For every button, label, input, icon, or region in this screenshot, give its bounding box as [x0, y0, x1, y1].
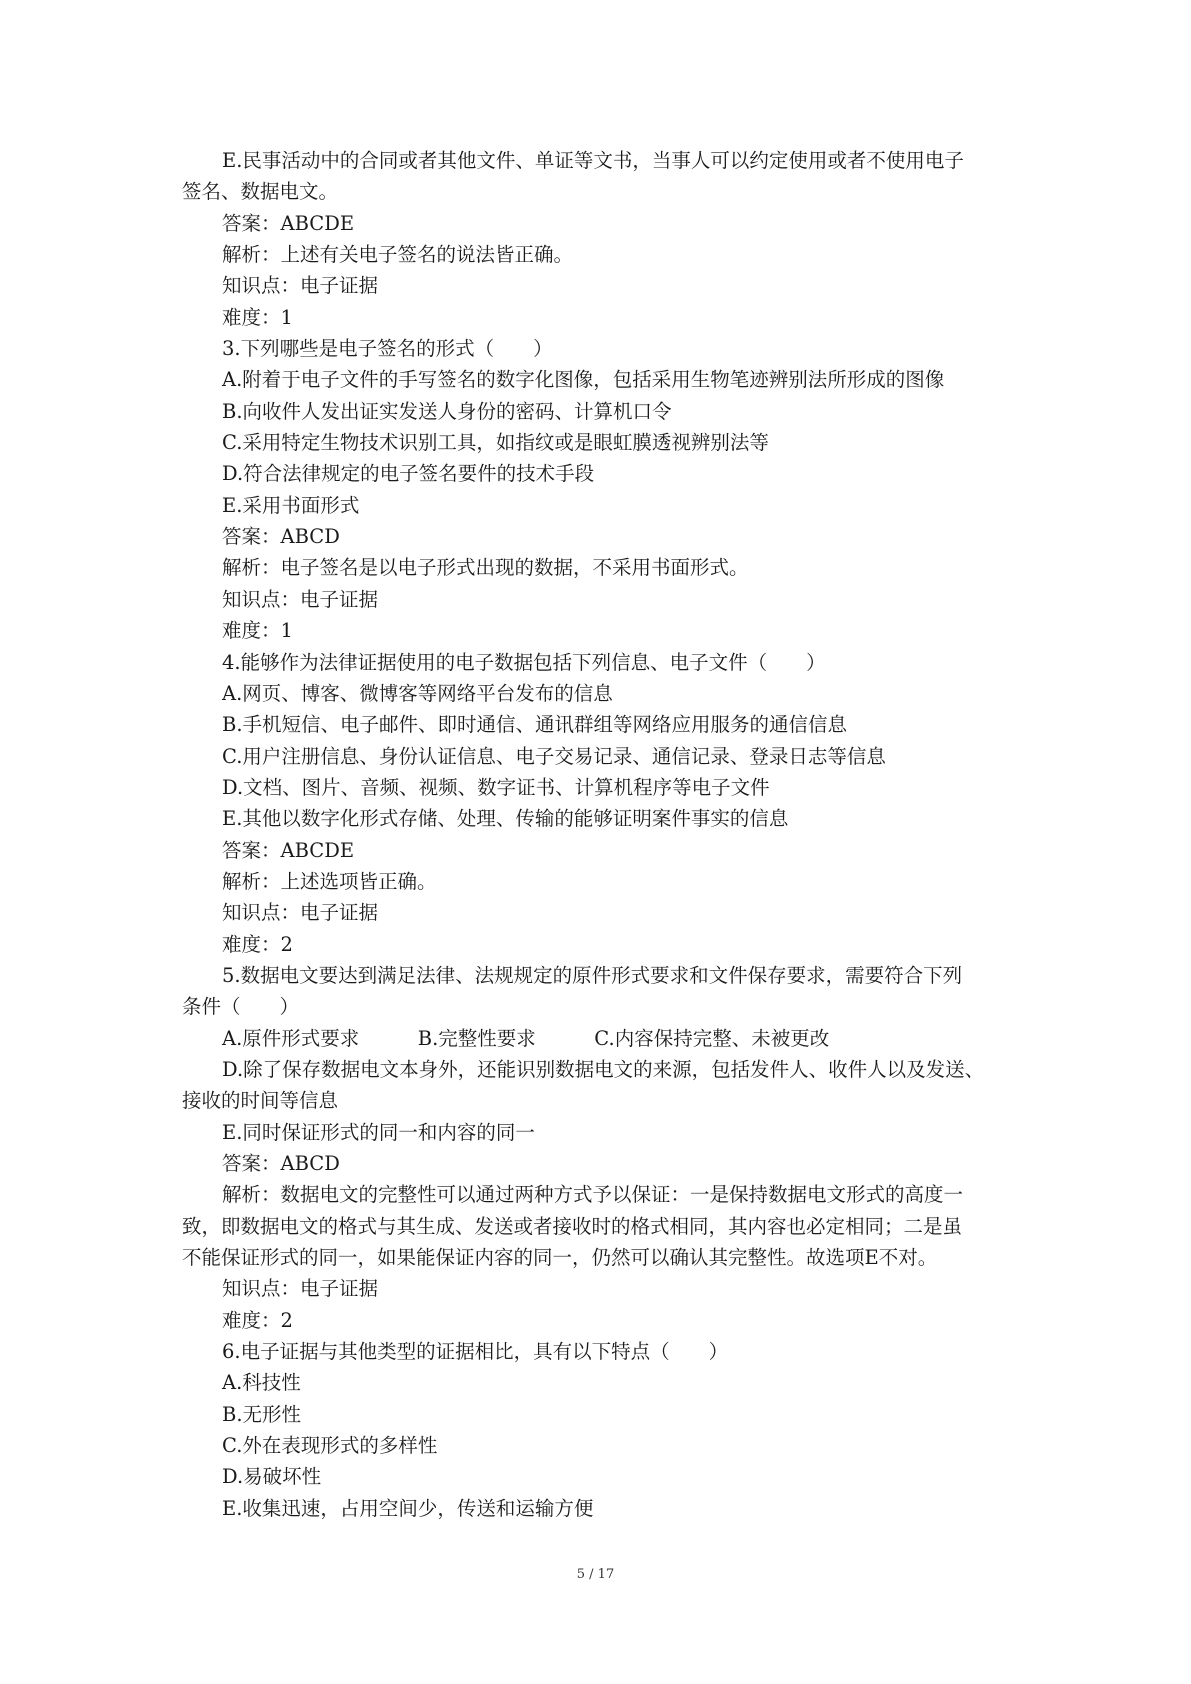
text-line: D.文档、图片、音频、视频、数字证书、计算机程序等电子文件	[222, 775, 770, 799]
text-line: 难度：2	[222, 1308, 293, 1332]
text-line: 解析：电子签名是以电子形式出现的数据，不采用书面形式。	[222, 556, 749, 580]
text-line: 致，即数据电文的格式与其生成、发送或者接收时的格式相同，其内容也必定相同；二是虽	[182, 1214, 963, 1238]
text-line: 难度：2	[222, 932, 293, 956]
text-line: 知识点：电子证据	[222, 901, 379, 925]
text-line: 答案：ABCD	[222, 1152, 340, 1175]
text-line: E.收集迅速，占用空间少，传送和运输方便	[222, 1496, 594, 1520]
text-line: 解析：上述有关电子签名的说法皆正确。	[222, 243, 574, 267]
text-line: 解析：上述选项皆正确。	[222, 869, 437, 893]
text-line: 3.下列哪些是电子签名的形式（ ）	[222, 337, 553, 361]
text-line: E.民事活动中的合同或者其他文件、单证等文书，当事人可以约定使用或者不使用电子	[222, 149, 964, 172]
text-line: E.其他以数字化形式存储、处理、传输的能够证明案件事实的信息	[222, 807, 789, 831]
text-line: 答案：ABCD	[222, 525, 340, 549]
text-line: 接收的时间等信息	[182, 1089, 339, 1113]
text-line: 答案：ABCDE	[222, 838, 355, 862]
text-line: 知识点：电子证据	[222, 587, 379, 611]
text-line: 5.数据电文要达到满足法律、法规规定的原件形式要求和文件保存要求，需要符合下列	[222, 963, 963, 987]
text-line: E.同时保证形式的同一和内容的同一	[222, 1120, 535, 1144]
text-line: A.附着于电子文件的手写签名的数字化图像，包括采用生物笔迹辨别法所形成的图像	[222, 368, 945, 392]
text-line: 签名、数据电文。	[182, 180, 339, 204]
text-line: 不能保证形式的同一，如果能保证内容的同一，仍然可以确认其完整性。故选项E不对。	[182, 1246, 938, 1270]
text-line: 条件（ ）	[182, 995, 300, 1019]
page-body	[182, 145, 1018, 1524]
text-line: A.网页、博客、微博客等网络平台发布的信息	[222, 681, 613, 705]
text-line: D.符合法律规定的电子签名要件的技术手段	[222, 462, 595, 486]
text-line: B.无形性	[222, 1402, 302, 1426]
text-line: 难度：1	[222, 619, 293, 643]
text-line: C.外在表现形式的多样性	[222, 1434, 438, 1458]
page-number: 5 / 17	[576, 1567, 615, 1582]
text-line: 知识点：电子证据	[222, 274, 379, 298]
text-line: 知识点：电子证据	[222, 1277, 379, 1301]
text-line: D.除了保存数据电文本身外，还能识别数据电文的来源，包括发件人、收件人以及发送、	[222, 1057, 985, 1081]
text-line: C.用户注册信息、身份认证信息、电子交易记录、通信记录、登录日志等信息	[222, 744, 886, 768]
text-line: 4.能够作为法律证据使用的电子数据包括下列信息、电子文件（ ）	[222, 650, 826, 674]
text-line: A.原件形式要求 B.完整性要求 C.内容保持完整、未被更改	[222, 1026, 830, 1050]
text-line: 解析：数据电文的完整性可以通过两种方式予以保证：一是保持数据电文形式的高度一	[222, 1183, 964, 1207]
text-line: B.向收件人发出证实发送人身份的密码、计算机口令	[222, 399, 672, 423]
text-line: 6.电子证据与其他类型的证据相比，具有以下特点（ ）	[222, 1340, 729, 1364]
text-line: A.科技性	[222, 1371, 301, 1395]
text-line: D.易破坏性	[222, 1465, 322, 1489]
text-line: C.采用特定生物技术识别工具，如指纹或是眼虹膜透视辨别法等	[222, 431, 769, 455]
text-line: 难度：1	[222, 305, 293, 329]
text-line: 答案：ABCDE	[222, 211, 355, 235]
text-line: E.采用书面形式	[222, 493, 360, 517]
text-line: B.手机短信、电子邮件、即时通信、通讯群组等网络应用服务的通信信息	[222, 713, 848, 737]
